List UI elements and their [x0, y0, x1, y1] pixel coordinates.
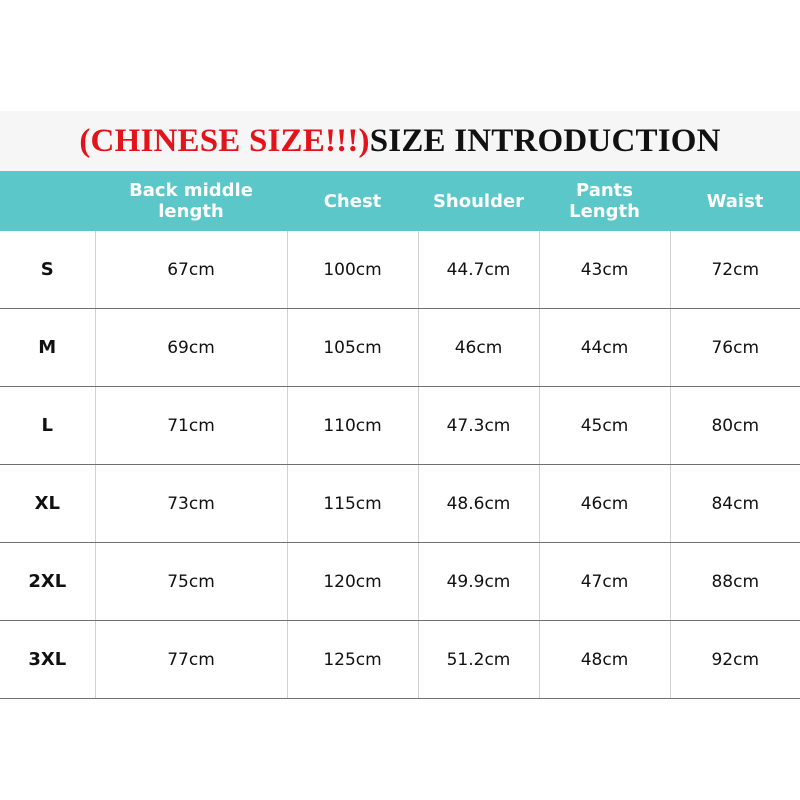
header-waist: Waist [670, 171, 800, 231]
shoulder-cell: 44.7cm [418, 231, 539, 309]
pants-length-cell: 45cm [539, 387, 670, 465]
table-row [0, 543, 800, 621]
waist-cell: 84cm [670, 465, 800, 543]
shoulder-cell: 46cm [418, 309, 539, 387]
chest-cell: 110cm [287, 387, 418, 465]
table-row [0, 465, 800, 543]
table-header-row [0, 171, 800, 231]
chest-cell: 105cm [287, 309, 418, 387]
table-row [0, 309, 800, 387]
size-table [0, 171, 800, 699]
chest-cell: 120cm [287, 543, 418, 621]
back-middle-length-cell: 71cm [95, 387, 287, 465]
header-shoulder: Shoulder [418, 171, 539, 231]
back-middle-length-cell: 73cm [95, 465, 287, 543]
size-label: XL [0, 465, 95, 543]
page-title [0, 111, 800, 171]
waist-cell: 88cm [670, 543, 800, 621]
header-back-middle-length: Back middle length [95, 171, 287, 231]
pants-length-cell: 47cm [539, 543, 670, 621]
size-label: M [0, 309, 95, 387]
waist-cell: 72cm [670, 231, 800, 309]
back-middle-length-cell: 75cm [95, 543, 287, 621]
pants-length-cell: 43cm [539, 231, 670, 309]
table-row [0, 387, 800, 465]
size-label: 3XL [0, 621, 95, 699]
back-middle-length-cell: 77cm [95, 621, 287, 699]
pants-length-cell: 46cm [539, 465, 670, 543]
pants-length-cell: 44cm [539, 309, 670, 387]
pants-length-cell: 48cm [539, 621, 670, 699]
header-chest: Chest [287, 171, 418, 231]
table-row [0, 231, 800, 309]
shoulder-cell: 49.9cm [418, 543, 539, 621]
chest-cell: 125cm [287, 621, 418, 699]
shoulder-cell: 48.6cm [418, 465, 539, 543]
shoulder-cell: 51.2cm [418, 621, 539, 699]
table-row [0, 621, 800, 699]
waist-cell: 76cm [670, 309, 800, 387]
size-label: S [0, 231, 95, 309]
chest-cell: 115cm [287, 465, 418, 543]
size-label: 2XL [0, 543, 95, 621]
waist-cell: 80cm [670, 387, 800, 465]
size-label: L [0, 387, 95, 465]
chest-cell: 100cm [287, 231, 418, 309]
back-middle-length-cell: 69cm [95, 309, 287, 387]
title-highlight: (CHINESE SIZE!!!) [79, 122, 370, 159]
shoulder-cell: 47.3cm [418, 387, 539, 465]
back-middle-length-cell: 67cm [95, 231, 287, 309]
header-pants-length: Pants Length [539, 171, 670, 231]
header-size [0, 171, 95, 231]
title-main: SIZE INTRODUCTION [369, 122, 721, 159]
waist-cell: 92cm [670, 621, 800, 699]
